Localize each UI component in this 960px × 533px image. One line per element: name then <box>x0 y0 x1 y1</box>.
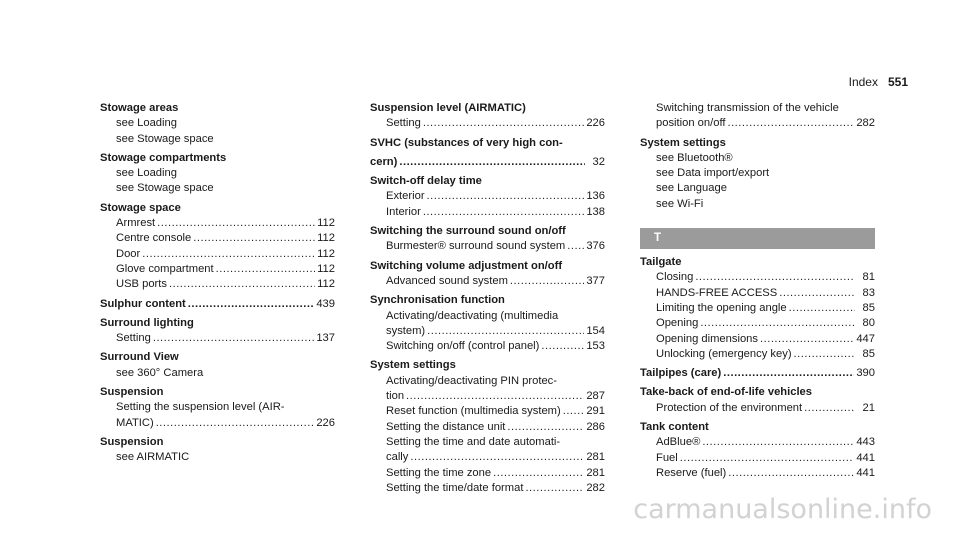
entry-heading-text: Tailpipes (care) <box>640 367 722 380</box>
leader-dots <box>493 466 584 481</box>
page-ref: 281 <box>586 466 605 479</box>
watermark: carmanualsonline.info <box>633 494 932 525</box>
entry-subitem-text: tion <box>386 390 405 403</box>
index-entry <box>100 350 335 381</box>
leader-dots <box>700 316 855 331</box>
leader-dots <box>804 401 855 416</box>
page-ref: 441 <box>856 451 875 464</box>
leader-dots <box>153 331 314 346</box>
entry-heading: Stowage compartments <box>100 151 227 164</box>
leader-dots <box>399 155 585 170</box>
entry-subitem-text: HANDS-FREE ACCESS <box>656 286 778 299</box>
entry-heading: Surround View <box>100 351 179 364</box>
page-ref: 286 <box>586 420 605 433</box>
index-entry <box>370 136 605 151</box>
index-entry <box>640 385 875 416</box>
entry-subitem <box>640 435 875 450</box>
page-ref: 153 <box>586 340 605 353</box>
entry-subitem <box>100 262 335 277</box>
index-entry <box>370 358 605 496</box>
entry-subitem-text: Opening dimensions <box>656 332 758 345</box>
entry-subitem-text: Door <box>116 247 141 260</box>
leader-dots <box>510 274 584 289</box>
entry-heading <box>640 366 875 381</box>
leader-dots <box>541 339 584 354</box>
page-ref: 443 <box>856 436 875 449</box>
entry-subitem: Activating/deactivating (multimedia <box>386 309 559 322</box>
index-entry <box>100 385 335 431</box>
entry-subitem: see Wi-Fi <box>656 197 704 210</box>
entry-subitem-text: Protection of the environment <box>656 401 803 414</box>
page-ref: 85 <box>862 347 875 360</box>
leader-dots <box>427 189 585 204</box>
page-ref: 21 <box>862 401 875 414</box>
entry-subitem: see Loading <box>116 117 177 130</box>
index-entry <box>100 297 335 312</box>
index-entry <box>370 224 605 255</box>
entry-heading: Surround lighting <box>100 316 194 329</box>
entry-subitem <box>640 316 875 331</box>
entry-heading: Tank content <box>640 421 709 434</box>
entry-subitem <box>370 389 605 404</box>
leader-dots <box>794 347 855 362</box>
entry-heading: Synchronisation function <box>370 294 505 307</box>
entry-subitem-text: Burmester® surround sound system <box>386 240 566 253</box>
page-ref: 136 <box>586 190 605 203</box>
entry-subitem: see Loading <box>116 167 177 180</box>
entry-subitem-text: Setting the time/date format <box>386 481 524 494</box>
entry-subitem: see 360° Camera <box>116 366 204 379</box>
page-ref: 441 <box>856 466 875 479</box>
index-entry <box>640 366 875 381</box>
entry-subitem <box>100 331 335 346</box>
leader-dots <box>157 216 315 231</box>
entry-subitem-text: Interior <box>386 205 421 218</box>
entry-subitem <box>640 466 875 481</box>
entry-subitem <box>100 231 335 246</box>
index-entry <box>370 259 605 290</box>
leader-dots <box>193 231 315 246</box>
entry-heading: Switch-off delay time <box>370 175 482 188</box>
page-ref: 85 <box>862 301 875 314</box>
entry-subitem-text: Setting <box>386 117 421 130</box>
page-number: 551 <box>887 75 908 89</box>
entry-subitem-text: Reset function (multimedia system) <box>386 405 561 418</box>
page-ref: 112 <box>317 247 335 260</box>
leader-dots <box>423 116 584 131</box>
entry-subitem <box>640 401 875 416</box>
leader-dots <box>423 205 585 220</box>
entry-heading: Stowage space <box>100 201 181 214</box>
entry-subitem-text: position on/off <box>656 117 726 130</box>
entry-subitem <box>370 116 605 131</box>
entry-subitem-text: Setting <box>116 332 151 345</box>
entry-heading-text: Sulphur content <box>100 297 186 310</box>
entry-heading: Suspension <box>100 435 164 448</box>
entry-subitem <box>370 420 605 435</box>
entry-subitem <box>370 466 605 481</box>
index-entry <box>640 420 875 481</box>
entry-heading: Suspension level (AIRMATIC) <box>370 102 526 114</box>
leader-dots <box>169 277 315 292</box>
entry-subitem-text: Centre console <box>116 232 192 245</box>
index-entry <box>370 101 605 132</box>
entry-subitem-text: MATIC) <box>116 416 154 429</box>
page-ref: 112 <box>317 278 335 291</box>
page-ref: 83 <box>862 286 875 299</box>
page-ref: 154 <box>586 324 605 337</box>
entry-heading-text: cern) <box>370 155 398 168</box>
entry-heading <box>370 155 605 170</box>
page-ref: 112 <box>317 262 335 275</box>
entry-subitem <box>370 481 605 496</box>
entry-subitem: see AIRMATIC <box>116 451 190 464</box>
entry-subitem-text: Limiting the opening angle <box>656 301 787 314</box>
entry-subitem-text: Unlocking (emergency key) <box>656 347 792 360</box>
entry-heading: Switching volume adjustment on/off <box>370 259 563 272</box>
entry-subitem-text: USB ports <box>116 278 167 291</box>
index-group-s-end <box>640 101 875 212</box>
entry-subitem: Switching transmission of the vehicle <box>656 102 839 114</box>
entry-subitem-text: Closing <box>656 271 694 284</box>
page-ref: 282 <box>586 481 605 494</box>
page-ref: 281 <box>586 451 605 464</box>
entry-subitem <box>370 189 605 204</box>
index-entry <box>640 136 875 212</box>
leader-dots <box>789 301 855 316</box>
page-ref: 112 <box>317 232 335 245</box>
entry-heading: Suspension <box>100 386 164 399</box>
letter-heading-bar <box>640 228 875 249</box>
page-ref: 291 <box>586 405 605 418</box>
index-entry <box>100 435 335 466</box>
entry-subitem <box>100 216 335 231</box>
page-ref: 226 <box>586 117 605 130</box>
index-entry <box>370 174 605 220</box>
leader-dots <box>760 332 854 347</box>
page-ref: 32 <box>592 155 605 168</box>
index-column-1 <box>100 101 335 466</box>
page-ref: 439 <box>316 297 335 310</box>
page-ref: 447 <box>856 332 875 345</box>
entry-subitem <box>100 277 335 292</box>
entry-subitem: see Data import/export <box>656 167 770 180</box>
entry-heading: Stowage areas <box>100 102 179 114</box>
entry-subitem-text: Setting the distance unit <box>386 420 506 433</box>
entry-subitem <box>370 450 605 465</box>
entry-subitem-text: Armrest <box>116 217 156 230</box>
entry-subitem-text: AdBlue® <box>656 436 701 449</box>
leader-dots <box>406 389 584 404</box>
leader-dots <box>567 239 584 254</box>
leader-dots <box>427 324 584 339</box>
index-entry <box>100 316 335 347</box>
entry-subitem <box>640 451 875 466</box>
index-entry <box>370 293 605 354</box>
entry-subitem <box>370 324 605 339</box>
entry-heading: Take-back of end-of-life vehicles <box>640 386 813 399</box>
entry-subitem: see Stowage space <box>116 132 214 145</box>
entry-subitem <box>640 301 875 316</box>
leader-dots <box>216 262 315 277</box>
index-entry <box>100 101 335 147</box>
index-entry <box>640 255 875 362</box>
entry-heading <box>100 297 335 312</box>
entry-subitem-text: Fuel <box>656 451 678 464</box>
entry-subitem: Setting the time and date automati- <box>386 435 561 448</box>
entry-heading: Switching the surround sound on/off <box>370 225 566 238</box>
entry-subitem <box>640 116 875 131</box>
index-entry <box>370 155 605 170</box>
entry-subitem <box>370 205 605 220</box>
page-ref: 112 <box>317 217 335 230</box>
page-ref: 377 <box>586 274 605 287</box>
entry-subitem: Activating/deactivating PIN protec- <box>386 374 558 387</box>
page-ref: 376 <box>586 240 605 253</box>
entry-subitem <box>100 416 335 431</box>
entry-subitem <box>370 339 605 354</box>
entry-heading: SVHC (substances of very high con- <box>370 136 563 149</box>
entry-heading: System settings <box>640 136 726 149</box>
index-column-2 <box>370 101 605 496</box>
section-label: Index <box>848 75 878 89</box>
index-column-3 <box>640 101 875 481</box>
page-ref: 226 <box>316 416 335 429</box>
entry-subitem <box>370 404 605 419</box>
index-entry <box>100 201 335 293</box>
entry-subitem-text: Glove compartment <box>116 262 214 275</box>
leader-dots <box>563 404 585 419</box>
page-ref: 81 <box>862 271 875 284</box>
entry-subitem: see Stowage space <box>116 182 214 195</box>
entry-subitem-text: Reserve (fuel) <box>656 466 727 479</box>
leader-dots <box>525 481 584 496</box>
page-ref: 80 <box>862 317 875 330</box>
letter-heading: T <box>654 232 662 245</box>
leader-dots <box>188 297 315 312</box>
entry-subitem <box>640 332 875 347</box>
leader-dots <box>727 116 854 131</box>
leader-dots <box>156 416 315 431</box>
leader-dots <box>779 286 855 301</box>
leader-dots <box>507 420 584 435</box>
entry-subitem-text: Exterior <box>386 190 425 203</box>
leader-dots <box>723 366 854 381</box>
entry-subitem: Setting the suspension level (AIR- <box>116 401 285 414</box>
entry-subitem: see Bluetooth® <box>656 151 733 164</box>
page-ref: 137 <box>316 332 335 345</box>
leader-dots <box>695 270 855 285</box>
entry-subitem <box>640 270 875 285</box>
entry-subitem-text: cally <box>386 451 409 464</box>
entry-subitem-text: Switching on/off (control panel) <box>386 340 540 353</box>
leader-dots <box>142 247 315 262</box>
entry-subitem <box>640 286 875 301</box>
entry-subitem-text: Setting the time zone <box>386 466 492 479</box>
leader-dots <box>410 450 584 465</box>
page-ref: 287 <box>586 390 605 403</box>
entry-subitem <box>370 274 605 289</box>
entry-heading: System settings <box>370 359 456 372</box>
page-ref: 390 <box>856 367 875 380</box>
entry-subitem <box>640 347 875 362</box>
entry-subitem: see Language <box>656 182 727 195</box>
page-ref: 138 <box>586 205 605 218</box>
leader-dots <box>680 451 855 466</box>
index-entry <box>100 151 335 197</box>
page-header <box>849 75 908 89</box>
entry-subitem-text: Advanced sound system <box>386 274 508 287</box>
entry-subitem <box>100 247 335 262</box>
index-entry <box>640 101 875 132</box>
index-group-t <box>640 255 875 481</box>
entry-subitem-text: system) <box>386 324 426 337</box>
leader-dots <box>728 466 854 481</box>
leader-dots <box>702 435 854 450</box>
entry-heading: Tailgate <box>640 256 682 269</box>
entry-subitem <box>370 239 605 254</box>
entry-subitem-text: Opening <box>656 317 699 330</box>
page-ref: 282 <box>856 117 875 130</box>
